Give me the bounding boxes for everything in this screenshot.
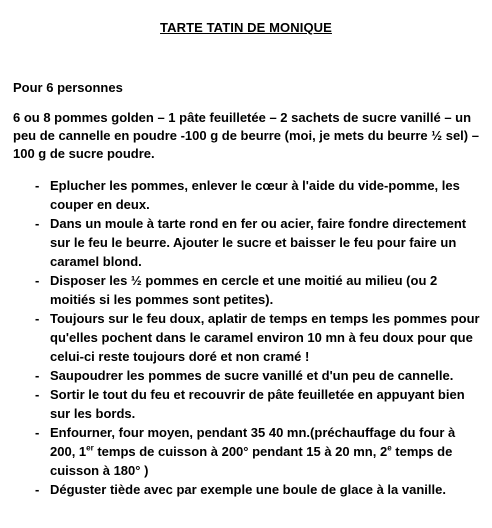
superscript: e xyxy=(387,443,392,453)
bullet-dash: - xyxy=(35,216,40,231)
step-item xyxy=(0,366,484,385)
step-text: Toujours sur le feu doux, aplatir de temps en temps les pommes pour qu'elles pochent dans le caramel environ 10 mn à feu doux pour que celui-ci reste toujours doré et non cramé ! xyxy=(50,311,480,364)
step-item xyxy=(0,271,484,309)
bullet-dash: - xyxy=(35,311,40,326)
step-text-part: temps de cuisson à 180° ) xyxy=(50,444,453,478)
bullet-dash: - xyxy=(35,273,40,288)
bullet-dash: - xyxy=(35,425,40,440)
bullet-dash: - xyxy=(35,482,40,497)
step-item xyxy=(0,385,484,423)
step-text: Eplucher les pommes, enlever le cœur à l'aide du vide-pomme, les couper en deux. xyxy=(50,178,460,212)
step-text: Dans un moule à tarte rond en fer ou acier, faire fondre directement sur le feu le beurre. Ajouter le sucre et baisser le feu pour faire un caramel blond. xyxy=(50,216,467,269)
step-item xyxy=(0,480,484,499)
step-text-part: temps de cuisson à 200° pendant 15 à 20 mn, 2 xyxy=(93,444,388,459)
step-item xyxy=(0,423,484,480)
bullet-dash: - xyxy=(35,178,40,193)
step-text: Disposer les ½ pommes en cercle et une moitié au milieu (ou 2 moitiés si les pommes sont petites). xyxy=(50,273,438,307)
step-item xyxy=(0,176,484,214)
step-text: Sortir le tout du feu et recouvrir de pâte feuilletée en appuyant bien sur les bords. xyxy=(50,387,465,421)
bullet-dash: - xyxy=(35,387,40,402)
steps-list xyxy=(0,176,484,499)
step-item xyxy=(0,309,484,366)
ingredients-paragraph: 6 ou 8 pommes golden – 1 pâte feuilletée – 2 sachets de sucre vanillé – un peu de cannelle en poudre -100 g de beurre (moi, je mets du beurre ½ sel) – 100 g de sucre poudre. xyxy=(13,110,479,161)
step-item xyxy=(0,214,484,271)
superscript: er xyxy=(86,443,94,453)
step-text-part: Enfourner, four moyen, pendant 35 40 mn.(préchauffage du four à 200, 1 xyxy=(50,425,456,459)
servings-line: Pour 6 personnes xyxy=(13,80,123,95)
step-text: Saupoudrer les pommes de sucre vanillé et d'un peu de cannelle. xyxy=(50,368,454,383)
step-text: Déguster tiède avec par exemple une boule de glace à la vanille. xyxy=(50,482,446,497)
bullet-dash: - xyxy=(35,368,40,383)
recipe-title: TARTE TATIN DE MONIQUE xyxy=(160,20,332,35)
